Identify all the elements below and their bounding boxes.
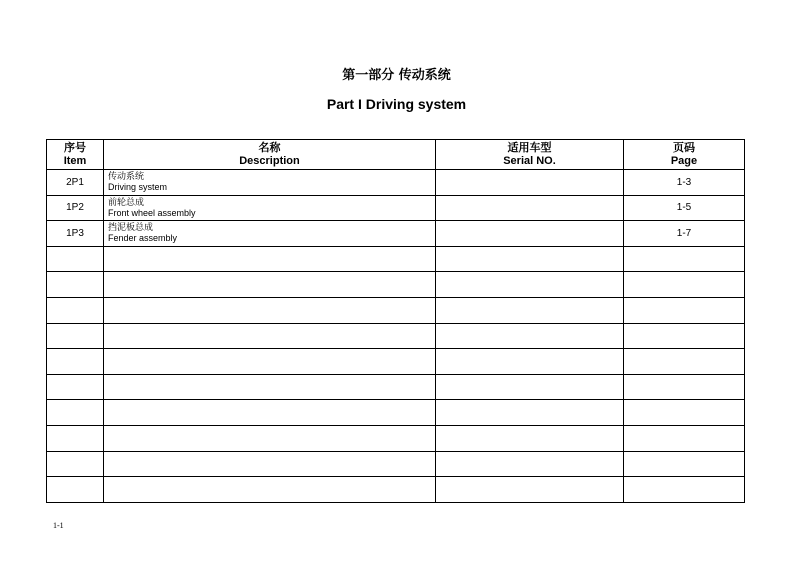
table-row [47, 297, 745, 323]
cell-serial [436, 425, 624, 451]
header-description-cn: 名称 [258, 141, 281, 154]
cell-description [104, 477, 436, 503]
cell-serial [436, 246, 624, 272]
header-item [47, 140, 104, 170]
cell-page: 1-3 [624, 170, 745, 196]
section-title-english: Part I Driving system [326, 96, 467, 112]
cell-item [47, 349, 104, 375]
cell-page [624, 323, 745, 349]
contents-table [46, 139, 745, 503]
table-row [47, 246, 745, 272]
cell-item [47, 374, 104, 400]
cell-item [47, 272, 104, 298]
cell-serial [436, 297, 624, 323]
cell-serial [436, 477, 624, 503]
cell-page [624, 400, 745, 426]
header-page-cn: 页码 [673, 141, 695, 154]
cell-item [47, 477, 104, 503]
cell-serial [436, 195, 624, 221]
cell-serial [436, 272, 624, 298]
cell-item [47, 323, 104, 349]
cell-page [624, 451, 745, 477]
table-row [47, 400, 745, 426]
cell-item: 1P3 [47, 221, 104, 247]
cell-page: 1-7 [624, 221, 745, 247]
cell-item [47, 246, 104, 272]
cell-description [104, 195, 436, 221]
cell-serial [436, 323, 624, 349]
cell-description [104, 349, 436, 375]
cell-description [104, 323, 436, 349]
cell-serial [436, 349, 624, 375]
cell-serial [436, 170, 624, 196]
table-row [47, 451, 745, 477]
header-serial [436, 140, 624, 170]
header-description-en: Description [239, 154, 300, 167]
header-item-cn: 序号 [64, 141, 86, 154]
header-serial-en: Serial NO. [503, 154, 556, 167]
header-page [624, 140, 745, 170]
table-row [47, 323, 745, 349]
cell-serial [436, 374, 624, 400]
table-row [47, 221, 745, 247]
cell-page: 1-5 [624, 195, 745, 221]
cell-item: 2P1 [47, 170, 104, 196]
cell-page [624, 297, 745, 323]
cell-serial [436, 221, 624, 247]
cell-serial [436, 400, 624, 426]
table-header-row [47, 140, 745, 170]
cell-item [47, 451, 104, 477]
cell-description [104, 272, 436, 298]
cell-description [104, 221, 436, 247]
table-row [47, 477, 745, 503]
description-cn: 前轮总成 [108, 196, 145, 207]
cell-page [624, 374, 745, 400]
description-cn: 传动系统 [108, 171, 145, 182]
cell-item: 1P2 [47, 195, 104, 221]
header-item-en: Item [63, 154, 87, 167]
cell-page [624, 349, 745, 375]
description-cn: 挡泥板总成 [108, 222, 154, 233]
table-row [47, 425, 745, 451]
table-row [47, 170, 745, 196]
cell-page [624, 425, 745, 451]
cell-description [104, 297, 436, 323]
description-en: Driving system [108, 182, 168, 193]
cell-page [624, 246, 745, 272]
cell-description [104, 374, 436, 400]
cell-description [104, 400, 436, 426]
table-row [47, 195, 745, 221]
description-en: Front wheel assembly [108, 207, 196, 218]
cell-item [47, 400, 104, 426]
table-row [47, 349, 745, 375]
table-row [47, 272, 745, 298]
cell-item [47, 297, 104, 323]
cell-page [624, 272, 745, 298]
cell-serial [436, 451, 624, 477]
cell-item [47, 425, 104, 451]
header-serial-cn: 适用车型 [507, 141, 552, 154]
cell-page [624, 477, 745, 503]
cell-description [104, 246, 436, 272]
cell-description [104, 451, 436, 477]
header-description [104, 140, 436, 170]
cell-description [104, 170, 436, 196]
page-number: 1-1 [53, 521, 64, 530]
table-row [47, 374, 745, 400]
section-title-chinese: 第一部分 传动系统 [342, 68, 451, 83]
cell-description [104, 425, 436, 451]
header-page-en: Page [670, 154, 698, 167]
description-en: Fender assembly [108, 233, 178, 244]
